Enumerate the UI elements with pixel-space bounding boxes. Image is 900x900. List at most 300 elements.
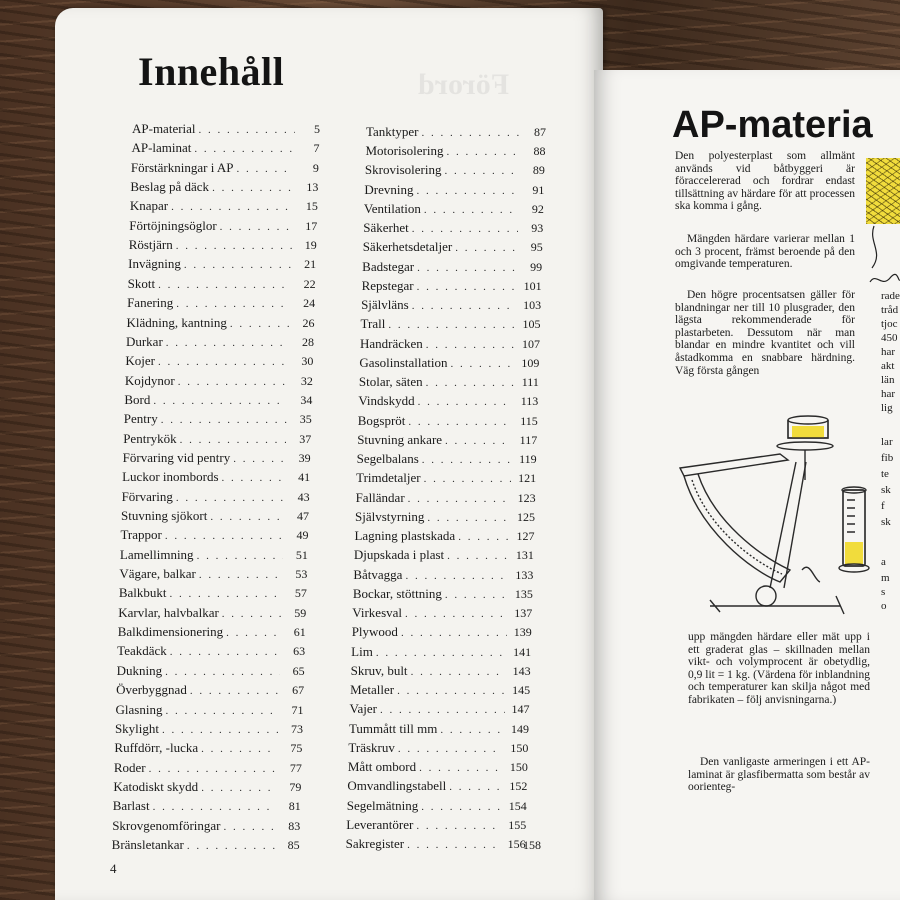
toc-entry-page: 154 [508, 798, 527, 813]
side-text-fragment: s [881, 586, 886, 598]
toc-entry [112, 818, 300, 836]
toc-leader-dots [166, 337, 289, 349]
toc-entry [123, 431, 311, 449]
toc-entry-label: Skylight [114, 720, 160, 736]
toc-entry [122, 469, 310, 487]
toc-entry-page: 139 [513, 625, 532, 640]
toc-entry-label: Stuvning sjökort [121, 508, 208, 524]
toc-leader-dots [199, 569, 282, 581]
toc-entry-label: Durkar [125, 333, 163, 349]
toc-entry [114, 760, 302, 778]
toc-entry-page: 111 [521, 375, 539, 390]
toc-entry-label: Överbyggnad [116, 682, 187, 698]
toc-entry-page: 22 [303, 276, 316, 291]
toc-entry [129, 237, 317, 255]
paragraph-amount: Mängden härdare varierar mellan 1 och 3 procent, främst beroende på den omgivande temperaturen. [675, 233, 855, 271]
toc-entry-label: Mått ombord [347, 759, 417, 775]
toc-entry-page: 123 [517, 490, 536, 505]
toc-entry-label: Stolar, säten [358, 374, 423, 390]
toc-leader-dots [165, 530, 284, 542]
toc-entry [353, 586, 533, 604]
toc-entry-label: Förvaring vid pentry [122, 449, 231, 465]
toc-leader-dots [197, 550, 283, 562]
toc-entry [347, 778, 527, 796]
toc-entry-page: 37 [299, 431, 312, 446]
side-text-fragment: m [881, 572, 890, 584]
scale-illustration [670, 410, 880, 630]
toc-entry-page: 88 [533, 144, 546, 159]
toc-entry-page: 73 [290, 721, 303, 736]
toc-entry-label: Vägare, balkar [119, 566, 196, 582]
side-text-fragment: te [881, 468, 889, 480]
toc-entry-page: 87 [534, 125, 546, 139]
toc-entry-label: Balkbukt [118, 585, 167, 601]
toc-entry-page: 105 [522, 317, 541, 332]
toc-entry [364, 201, 544, 219]
toc-entry-label: Bord [124, 391, 151, 407]
toc-leader-dots [424, 473, 511, 485]
toc-entry [118, 624, 306, 642]
toc-entry-page: 49 [296, 528, 309, 543]
toc-entry [365, 143, 545, 161]
toc-leader-dots [398, 743, 504, 755]
toc-leader-dots [171, 201, 293, 213]
toc-title: Innehåll [138, 49, 285, 94]
toc-entry-page: 53 [295, 567, 308, 582]
side-text-fragment: akt [881, 360, 895, 372]
toc-entry-page: 19 [304, 238, 317, 253]
toc-entry [113, 798, 301, 816]
toc-leader-dots [176, 298, 290, 310]
toc-entry [130, 179, 318, 197]
toc-entry [115, 721, 303, 739]
toc-entry [352, 605, 532, 623]
toc-entry [355, 509, 535, 527]
toc-entry-label: Segelmätning [346, 797, 419, 813]
paragraph-measure: upp mängden härdare eller mät upp i ett graderat glas – skillnaden mellan vikt- och volymprocent är obetydlig, 0,9 lit = 1 kg. (Värdena för inblandning och temperaturer kan skilja något med fabrikaten – följ anvisningarna.) [688, 631, 870, 706]
side-text-fragment: har [881, 346, 896, 358]
toc-entry-label: Falländar [355, 489, 405, 505]
toc-leader-dots [158, 279, 291, 291]
toc-entry-page: 91 [532, 182, 545, 197]
toc-entry-page: 26 [302, 315, 315, 330]
page-number: 4 [110, 861, 117, 876]
toc-entry-label: Kojdynor [124, 372, 175, 388]
toc-entry [351, 644, 531, 662]
toc-leader-dots [184, 259, 291, 271]
section-title: AP-materia [672, 104, 873, 146]
paragraph-percentage: Den högre procentsatsen gäller för blandningar ner till 10 plusgrader, den lägsta rekommenderade för plastarbeten. Dessutom när man blandar en mindre kvantitet och vill åstadkomma en snabbare härdning. Väg första gången [675, 289, 855, 377]
toc-entry-page: 113 [520, 394, 539, 409]
toc-entry [120, 527, 308, 545]
toc-leader-dots [451, 358, 515, 370]
toc-leader-dots [170, 646, 280, 658]
toc-entry-page: 65 [292, 663, 305, 678]
toc-entry-label: Drevning [364, 181, 414, 197]
toc-entry-label: Röstjärn [128, 237, 173, 253]
toc-entry [350, 682, 530, 700]
toc-entry [128, 276, 316, 294]
toc-leader-dots [236, 163, 293, 175]
toc-entry [129, 218, 317, 236]
toc-entry-label: Lagning plastskada [354, 528, 456, 544]
toc-entry-label: Motorisolering [365, 143, 444, 159]
toc-entry-page: 143 [512, 663, 531, 678]
toc-entry-label: Träskruv [348, 739, 395, 755]
toc-entry-page: 119 [519, 452, 537, 467]
toc-leader-dots [447, 550, 509, 562]
toc-entry-label: AP-laminat [131, 140, 192, 156]
toc-leader-dots [445, 435, 512, 447]
toc-leader-dots [412, 223, 519, 235]
toc-entry-label: Roder [113, 759, 146, 775]
side-text-fragment: tråd [881, 304, 899, 316]
toc-entry-page: 81 [288, 799, 301, 814]
toc-entry-page: 125 [517, 509, 535, 524]
toc-entry [350, 701, 530, 719]
toc-entry-page: 15 [305, 199, 318, 214]
toc-entry-page: 115 [520, 413, 538, 428]
toc-leader-dots [418, 396, 514, 408]
toc-entry-page: 35 [299, 412, 312, 427]
side-text-fragment: lar [881, 436, 893, 448]
toc-entry-label: Luckor inombords [122, 469, 219, 485]
toc-entry [365, 162, 545, 180]
toc-leader-dots [427, 512, 510, 524]
side-text-fragment: f [881, 500, 885, 512]
fiber-mat-sketch [866, 222, 900, 292]
toc-entry-page: 145 [512, 683, 531, 698]
toc-entry [132, 121, 320, 139]
side-text-fragment: 450 [881, 332, 898, 344]
toc-entry-page: 28 [301, 334, 314, 349]
toc-leader-dots [199, 124, 295, 136]
toc-leader-dots [422, 454, 512, 466]
toc-entry-page: 109 [521, 355, 540, 370]
toc-leader-dots [446, 146, 520, 158]
toc-entry-label: Katodiskt skydd [113, 778, 199, 794]
toc-entry-page: 95 [530, 240, 543, 255]
toc-entry-label: Skott [127, 275, 156, 291]
toc-entry [358, 413, 538, 431]
toc-entry-page: 5 [314, 122, 320, 136]
toc-entry-page: 77 [289, 760, 302, 775]
toc-entry [359, 355, 539, 373]
toc-leader-dots [176, 240, 292, 252]
toc-leader-dots [178, 376, 288, 388]
toc-entry [354, 528, 534, 546]
toc-entry-page: 107 [521, 336, 540, 351]
toc-entry [363, 239, 543, 257]
toc-leader-dots [210, 511, 284, 523]
toc-entry-label: Bockar, stöttning [352, 585, 442, 601]
toc-entry-page: 155 [508, 817, 527, 832]
toc-entry [117, 643, 305, 661]
toc-entry [348, 740, 528, 758]
toc-entry-page: 13 [306, 180, 319, 195]
toc-entry [351, 663, 531, 681]
toc-entry-page: 32 [300, 373, 313, 388]
toc-entry-label: Förstärkningar i AP [130, 159, 234, 175]
toc-entry-label: Barlast [112, 798, 150, 814]
toc-entry-label: Bränsletankar [111, 837, 184, 852]
toc-entry-page: 83 [288, 818, 301, 833]
toc-entry-label: Vindskydd [358, 393, 415, 409]
toc-entry-label: Trimdetaljer [356, 470, 421, 486]
toc-entry [359, 374, 539, 392]
toc-leader-dots [190, 685, 279, 697]
toc-entry [361, 316, 541, 334]
toc-leader-dots [421, 801, 502, 813]
toc-entry [346, 817, 526, 835]
toc-entry-label: Sakregister [345, 836, 405, 851]
toc-leader-dots [169, 588, 281, 600]
toc-leader-dots [162, 724, 278, 736]
toc-entry [356, 490, 536, 508]
toc-leader-dots [201, 743, 277, 755]
toc-leader-dots [187, 840, 275, 852]
toc-leader-dots [455, 242, 517, 254]
toc-entry [352, 624, 532, 642]
toc-entry-label: Skruv, bult [350, 662, 408, 678]
toc-entry-page: 39 [298, 450, 311, 465]
toc-entry-label: Stuvning ankare [357, 431, 443, 447]
toc-entry-label: Omvandlingstabell [347, 778, 447, 794]
toc-entry-label: Bogspröt [357, 412, 406, 428]
toc-entry-page: 63 [293, 644, 306, 659]
toc-leader-dots [212, 182, 293, 194]
side-text-fragment: fib [881, 452, 894, 464]
toc-entry [356, 470, 536, 488]
toc-leader-dots [149, 763, 277, 775]
toc-entry [361, 297, 541, 315]
toc-leader-dots [165, 666, 280, 678]
toc-leader-dots [194, 143, 294, 155]
toc-entry-page: 51 [295, 547, 308, 562]
toc-entry-label: Trall [360, 316, 386, 332]
toc-leader-dots [408, 416, 512, 428]
toc-leader-dots [424, 204, 519, 216]
toc-entry-label: Virkesval [352, 605, 403, 621]
toc-entry-label: Självstyrning [355, 508, 425, 524]
side-text-fragment: lig [881, 402, 893, 414]
toc-entry [363, 220, 543, 238]
toc-entry [347, 798, 527, 816]
toc-entry-page: 34 [300, 392, 313, 407]
toc-entry [357, 451, 537, 469]
toc-entry-label: Lim [351, 643, 373, 659]
toc-leader-dots [224, 821, 276, 833]
toc-entry [114, 740, 302, 758]
toc-entry-label: Balkdimensionering [117, 624, 224, 640]
toc-entry-page: 57 [294, 586, 307, 601]
toc-entry-label: Båtvagga [353, 566, 403, 582]
toc-entry-page: 103 [523, 298, 542, 313]
side-text-fragment: tjoc [881, 318, 898, 330]
toc-entry [117, 663, 305, 681]
toc-entry-page: 61 [293, 625, 306, 640]
toc-entry-label: Skrovisolering [364, 162, 442, 178]
toc-entry [124, 411, 312, 429]
toc-entry-label: Säkerhetsdetaljer [362, 239, 453, 255]
toc-entry [116, 702, 304, 720]
toc-entry [360, 336, 540, 354]
toc-entry [353, 567, 533, 585]
toc-leader-dots [388, 319, 515, 331]
fiber-mat-illustration [866, 158, 900, 224]
toc-entry-label: Förtöjningsöglor [129, 217, 217, 233]
toc-leader-dots [449, 781, 502, 793]
toc-entry-label: Lamellimning [119, 546, 194, 562]
toc-entry-page: 67 [292, 683, 305, 698]
toc-leader-dots [417, 281, 517, 293]
toc-entry-label: Förvaring [121, 488, 173, 504]
toc-entry-page: 71 [291, 702, 304, 717]
toc-leader-dots [405, 608, 507, 620]
toc-entry-page: 152 [509, 779, 528, 794]
toc-entry-label: Ventilation [363, 200, 421, 216]
toc-entry-label: Dukning [116, 662, 163, 678]
toc-entry-label: Kojer [125, 353, 156, 369]
toc-entry [123, 450, 311, 468]
toc-leader-dots [426, 339, 515, 351]
toc-leader-dots [458, 531, 509, 543]
toc-leader-dots [226, 627, 281, 639]
toc-entry-page: 147 [511, 702, 530, 717]
toc-entry-label: Repstegar [361, 277, 414, 293]
paragraph-reinforcement: Den vanligaste armeringen i ett AP-laminat är glasfibermatta som består av oorienteg- [688, 756, 870, 794]
toc-entry-page: 93 [531, 221, 544, 236]
toc-leader-dots [176, 492, 285, 504]
toc-entry [358, 393, 538, 411]
toc-leader-dots [417, 262, 517, 274]
toc-entry-label: Leverantörer [346, 816, 414, 832]
toc-entry-page: 75 [290, 741, 303, 756]
toc-entry-page: 24 [303, 296, 316, 311]
side-text-fragment: sk [881, 516, 891, 528]
toc-entry [120, 547, 308, 565]
toc-entry-label: Säkerhet [363, 220, 409, 236]
toc-entry-label: Tummått till mm [348, 720, 438, 736]
toc-entry-page: 121 [518, 471, 537, 486]
toc-entry [362, 278, 542, 296]
toc-entry [131, 140, 319, 158]
toc-entry-label: Trappor [120, 527, 162, 543]
toc-entry-page: 131 [515, 548, 534, 563]
side-text-fragment: har [881, 388, 896, 400]
toc-leader-dots [422, 127, 521, 139]
toc-leader-dots [416, 185, 519, 197]
toc-entry-page: 117 [519, 432, 538, 447]
toc-leader-dots [408, 493, 511, 505]
toc-entry-page: 85 [287, 838, 300, 852]
toc-entry-page: 43 [297, 489, 310, 504]
toc-entry-page: 30 [301, 354, 314, 369]
toc-entry-label: Knapar [129, 198, 169, 214]
toc-entry-label: Vajer [349, 701, 377, 717]
toc-entry-page: 89 [532, 163, 545, 178]
toc-entry [112, 837, 300, 855]
toc-entry-page: 9 [312, 160, 319, 175]
toc-leader-dots [405, 570, 508, 582]
toc-entry-label: Ruffdörr, -lucka [114, 740, 199, 756]
toc-entry-label: Pentrykök [123, 430, 177, 446]
toc-leader-dots [222, 608, 281, 620]
toc-entry-label: Teakdäck [117, 643, 167, 659]
toc-leader-dots [233, 453, 285, 465]
toc-entry-page: 141 [513, 644, 532, 659]
toc-last-page-number: 158 [523, 838, 541, 852]
toc-entry-page: 7 [313, 141, 320, 156]
toc-entry-label: Badstegar [362, 258, 415, 274]
toc-leader-dots [426, 377, 514, 389]
toc-leader-dots [444, 165, 519, 177]
toc-leader-dots [416, 820, 501, 832]
toc-leader-dots [397, 685, 505, 697]
toc-entry [118, 605, 306, 623]
toc-entry-page: 21 [304, 257, 317, 272]
toc-entry-label: AP-material [132, 121, 196, 136]
toc-leader-dots [165, 705, 278, 717]
side-text-fragment: rade [881, 290, 900, 302]
toc-leader-dots [445, 589, 508, 601]
toc-leader-dots [180, 434, 287, 446]
toc-entry [346, 836, 526, 854]
toc-entry [126, 334, 314, 352]
toc-leader-dots [201, 782, 276, 794]
toc-entry-page: 47 [297, 509, 309, 524]
toc-entry [124, 392, 312, 410]
toc-entry [366, 124, 546, 142]
toc-leader-dots [401, 627, 507, 639]
toc-entry [113, 779, 301, 797]
toc-entry-label: Glasning [115, 701, 163, 717]
side-text-fragment: län [881, 374, 895, 386]
toc-entry [119, 585, 307, 603]
toc-entry [128, 256, 316, 274]
toc-entry-label: Beslag på däck [130, 179, 210, 195]
side-text-fragment: a [881, 556, 886, 568]
toc-entry-label: Karvlar, halvbalkar [118, 604, 219, 620]
toc-entry [362, 259, 542, 277]
toc-entry-page: 92 [531, 201, 544, 216]
toc-entry-label: Klädning, kantning [126, 314, 227, 330]
toc-entry-page: 41 [298, 470, 311, 485]
toc-entry-label: Plywood [351, 624, 398, 640]
toc-entry [116, 682, 304, 700]
side-text-fragment: o [881, 600, 887, 612]
toc-entry-page: 133 [515, 567, 534, 582]
toc-leader-dots [230, 318, 290, 330]
toc-leader-dots [412, 300, 516, 312]
toc-entry-page: 59 [294, 605, 307, 620]
toc-entry-page: 17 [305, 218, 318, 233]
toc-entry [130, 198, 318, 216]
toc-entry-page: 79 [289, 779, 302, 794]
toc-entry-label: Fanering [127, 295, 174, 311]
toc-entry-label: Tanktyper [366, 124, 419, 139]
toc-leader-dots [220, 221, 293, 233]
toc-entry [125, 353, 313, 371]
toc-leader-dots [153, 395, 287, 407]
toc-entry [357, 432, 537, 450]
toc-leader-dots [380, 704, 505, 716]
toc-entry [354, 547, 534, 565]
side-text-fragment: sk [881, 484, 891, 496]
toc-entry-page: 156 [507, 837, 526, 851]
toc-entry [121, 508, 309, 526]
toc-entry [131, 160, 319, 178]
